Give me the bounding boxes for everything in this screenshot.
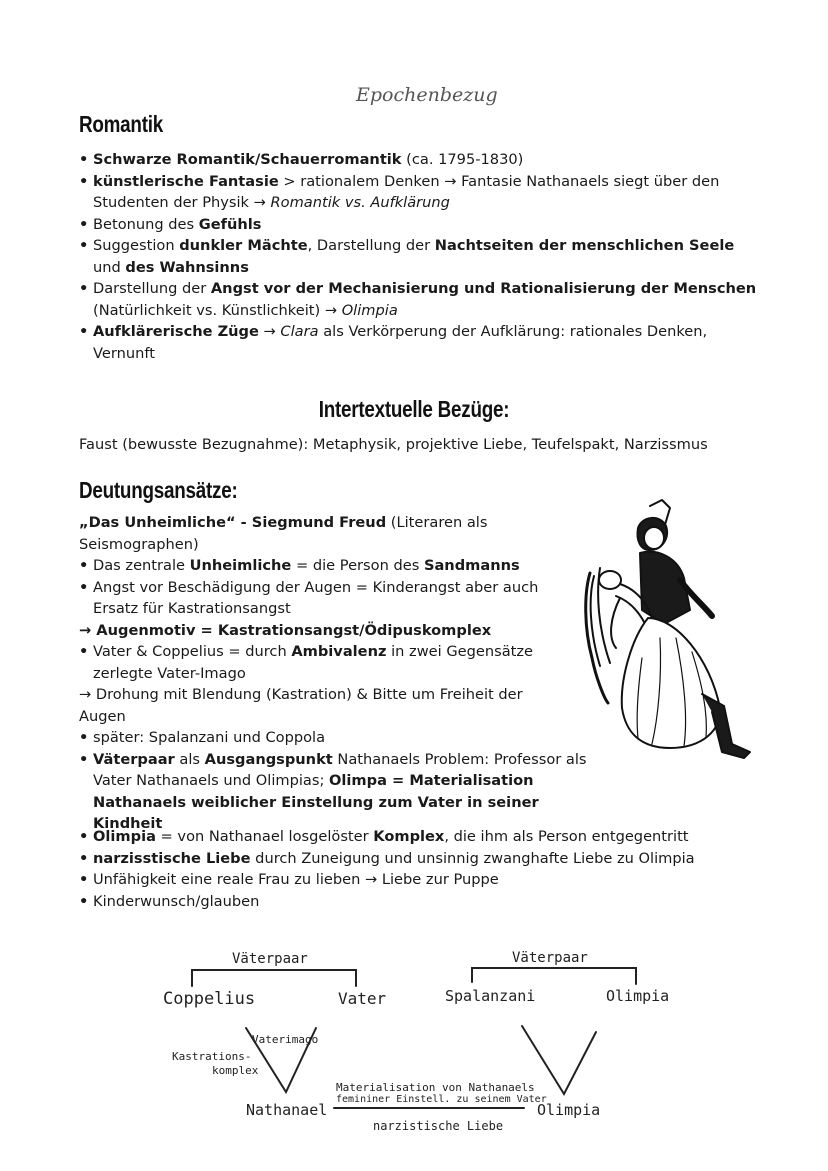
list-item: → Augenmotiv = Kastrationsangst/Ödipuskomplex [79,621,492,639]
list-item: • Vater & Coppelius = durch Ambivalenz in zwei Gegensätze zerlegte Vater-Imago [79,641,543,684]
list-item: • Suggestion dunkler Mächte, Darstellung der Nachtseiten der menschlichen Seele und des Wahnsinns [79,235,759,278]
list-item: • Aufklärerische Züge → Clara als Verkörperung der Aufklärung: rationales Denken, Vernunft [79,321,759,364]
diagram-nathanael: Nathanael [246,1101,328,1119]
diagram-vater: Vater [338,989,387,1008]
list-item: • Schwarze Romantik/Schauerromantik (ca. 1795-1830) [79,149,759,171]
deutung-list-continued [79,826,759,912]
romantik-list [79,149,759,364]
diagram-kastration: Kastrations- [172,1050,252,1063]
diagram-spalanzani: Spalanzani [445,987,536,1005]
list-item: • später: Spalanzani und Coppola [79,727,599,749]
list-item: → Drohung mit Blendung (Kastration) & Bitte um Freiheit der Augen [79,686,523,725]
list-item: • Kinderwunsch/glauben [79,891,759,913]
diagram-coppelius: Coppelius [163,989,256,1009]
diagram-right-top: Väterpaar [512,950,588,966]
romantik-heading: Romantik [79,111,163,137]
deutung-section [79,512,599,835]
list-item: • Väterpaar als Ausgangspunkt Nathanaels Problem: Professor als Vater Nathanaels und Olimpias; Olimpa = Materialisation Nathanaels weiblicher Einstellung zum Vater in seiner Kindheit [79,749,599,835]
intertext-text: Faust (bewusste Bezugnahme): Metaphysik, projektive Liebe, Teufelspakt, Narzissmus [79,436,708,453]
list-item: • Das zentrale Unheimliche = die Person des Sandmanns [79,555,599,577]
diagram-materialisation-2: femininer Einstell. zu seinem Vater [336,1094,547,1105]
page-header-title: Epochenbezug [356,84,498,106]
list-item: • Olimpia = von Nathanael losgelöster Komplex, die ihm als Person entgegentritt [79,826,759,848]
diagram-materialisation-1: Materialisation von Nathanaels [336,1081,535,1094]
diagram-narzistische-liebe: narzistische Liebe [373,1119,504,1133]
relationship-diagram [150,942,710,1142]
diagram-olimpia-top: Olimpia [606,987,670,1005]
dancing-couple-illustration [580,498,760,760]
diagram-left-top: Väterpaar [232,951,308,967]
list-item: • narzisstische Liebe durch Zuneigung und unsinnig zwanghafte Liebe zu Olimpia [79,848,759,870]
deutung-heading: Deutungsansätze: [79,477,238,503]
deutung-intro: „Das Unheimliche“ - Siegmund Freud (Literaren als Seismographen) [79,514,488,553]
deutung-list [79,555,599,835]
diagram-olimpia-bottom: Olimpia [537,1101,601,1119]
list-item: • Darstellung der Angst vor der Mechanisierung und Rationalisierung der Menschen (Natürlichkeit vs. Künstlichkeit) → Olimpia [79,278,759,321]
list-item: • künstlerische Fantasie > rationalem Denken → Fantasie Nathanaels siegt über den Studenten der Physik → Romantik vs. Aufklärung [79,171,759,214]
list-item: • Unfähigkeit eine reale Frau zu lieben → Liebe zur Puppe [79,869,759,891]
list-item: • Betonung des Gefühls [79,214,759,236]
list-item: • Angst vor Beschädigung der Augen = Kinderangst aber auch Ersatz für Kastrationsangst [79,577,563,620]
intertext-heading: Intertextuelle Bezüge: [318,396,510,422]
diagram-komplex: komplex [212,1064,259,1077]
diagram-vaterimago: Vaterimago [252,1033,319,1046]
